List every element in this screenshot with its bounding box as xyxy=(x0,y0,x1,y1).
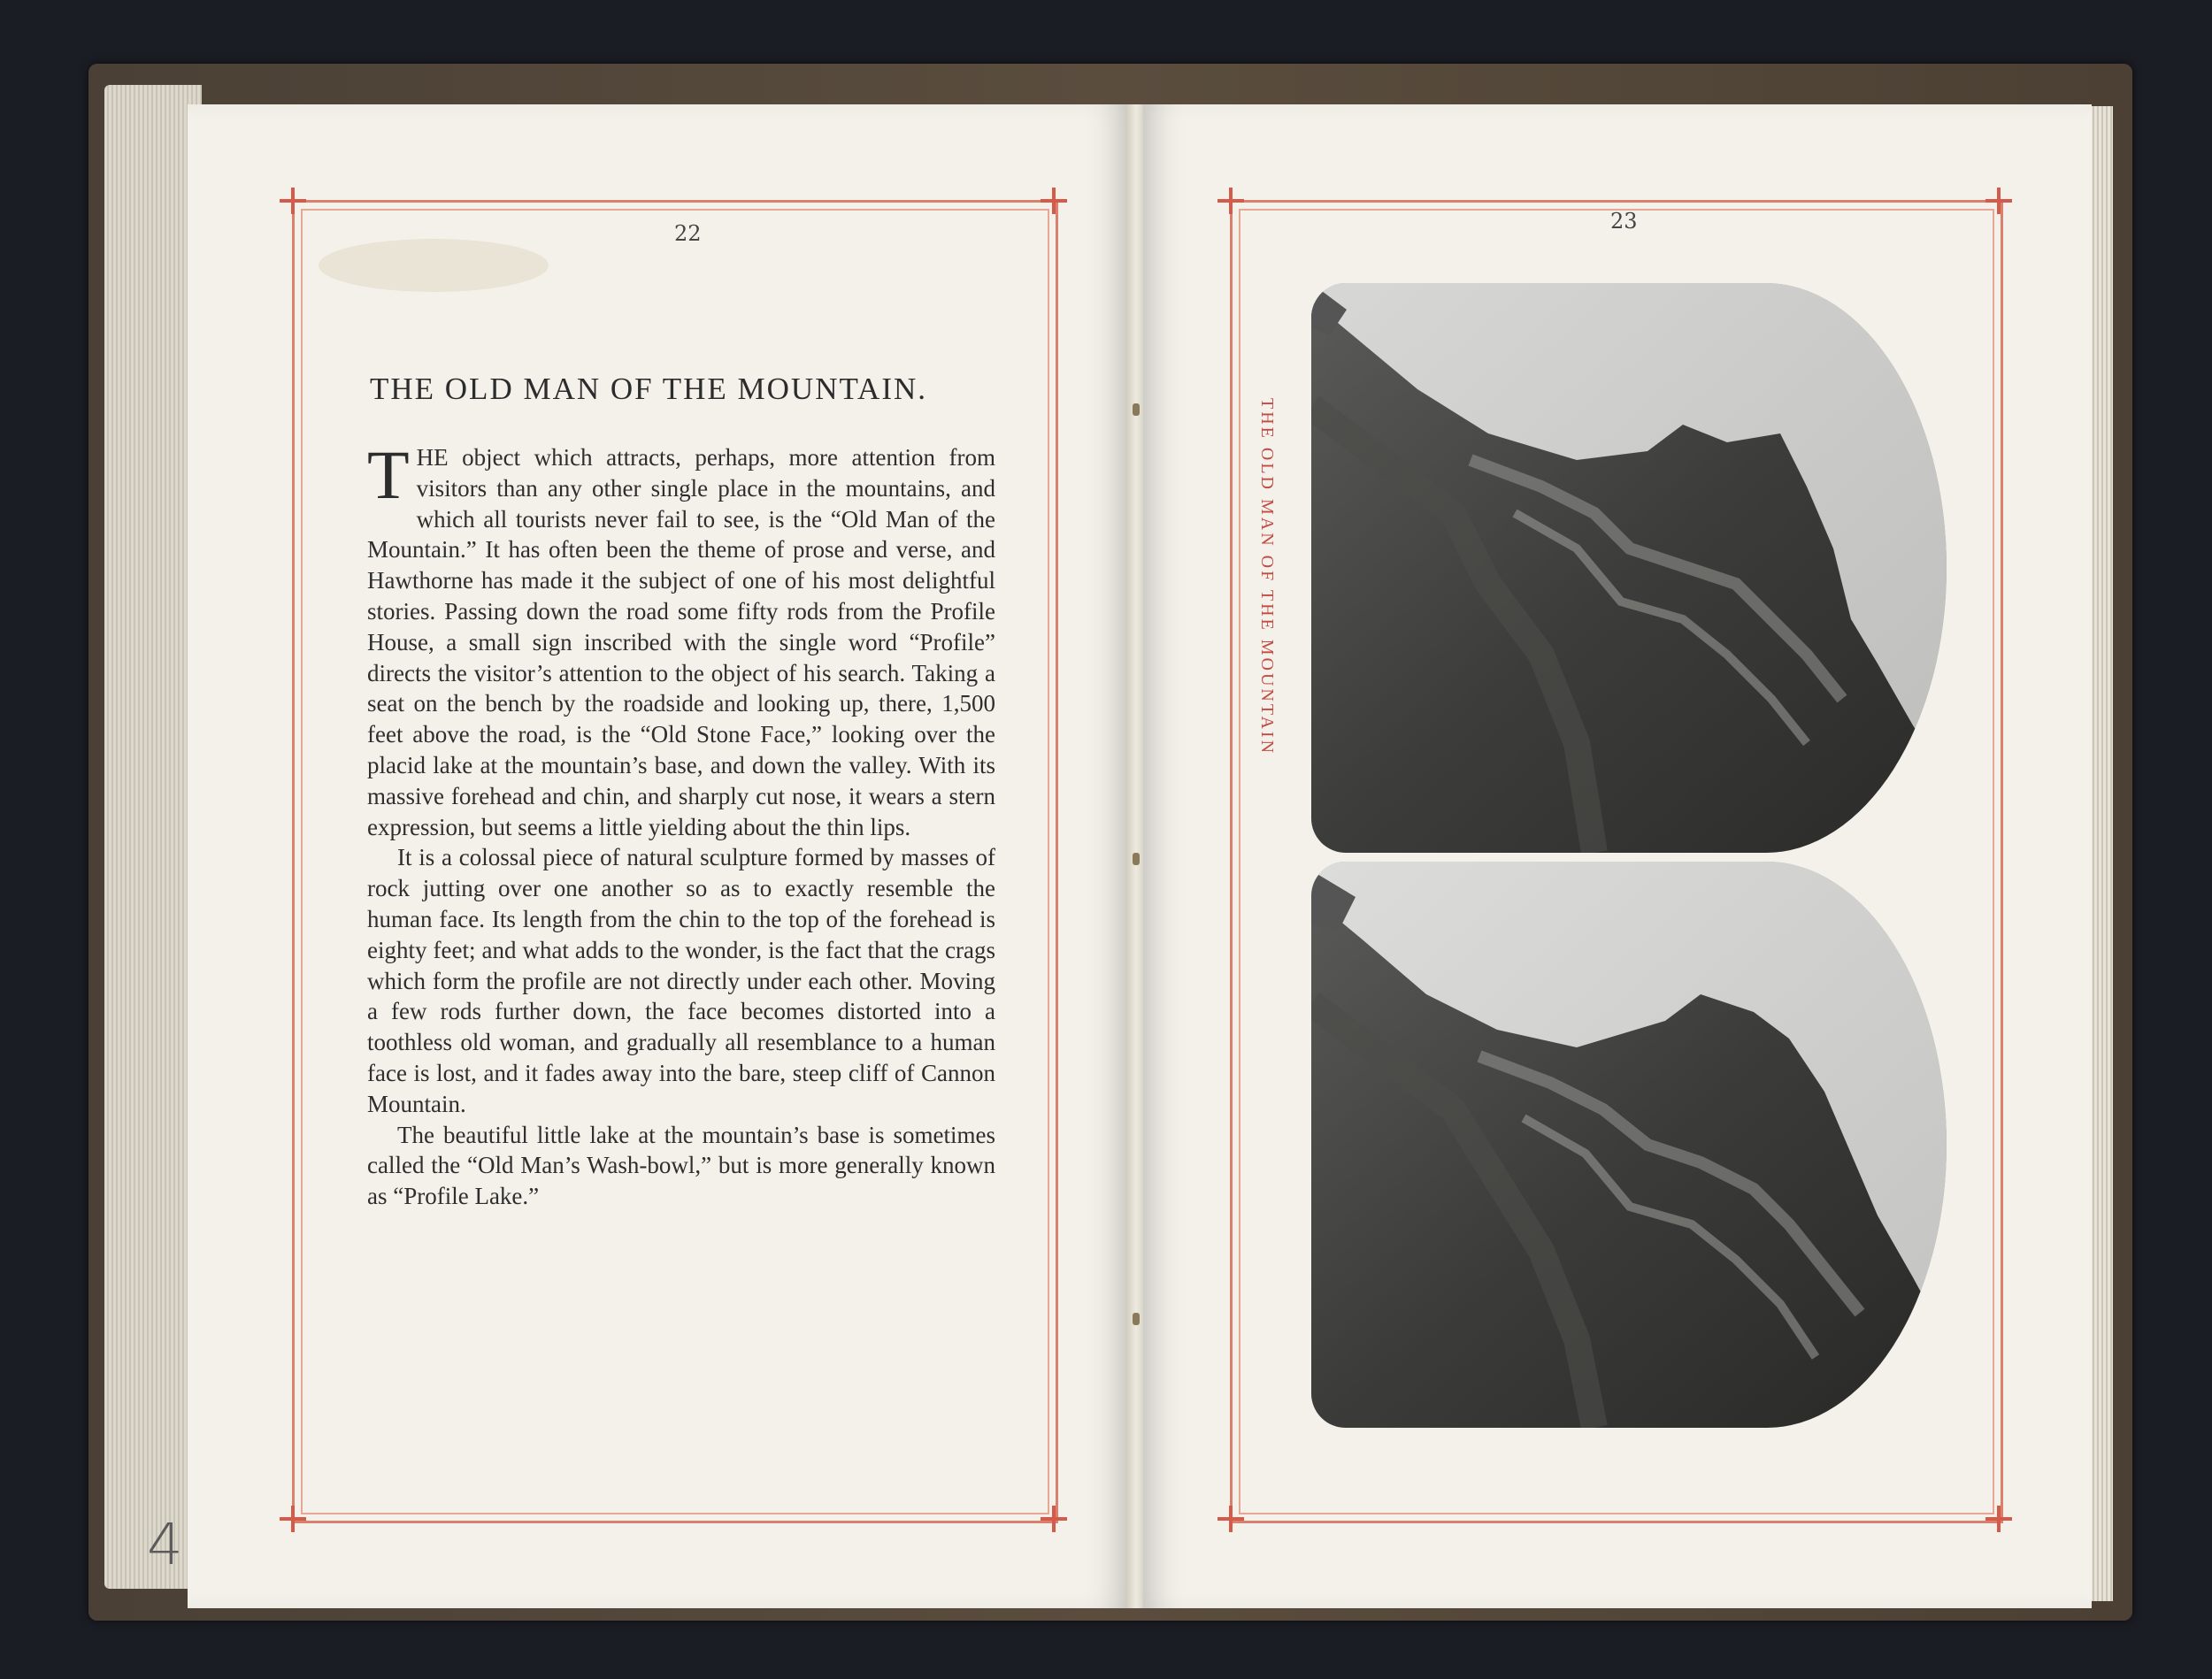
paragraph-1-text: HE object which attracts, perhaps, more attention from visitors than any other single place in the mountains, and which all tourists never fail to see, is the “Old Man of the Mountain.” It has often been the theme of prose and verse, and Hawthorne has made it the subject of one of his most delightful stories. Passing down the road some fifty rods from the Profile House, a small sign inscribed with the single word “Profile” directs the visitor’s attention to the object of his search. Taking a seat on the bench by the roadside and looking up, there, 1,500 feet above the road, is the “Old Stone Face,” looking over the placid lake at the mountain’s base, and down the valley. With its massive forehead and chin, and sharply cut nose, it wears a stern expression, but seems a little yielding about the thin lips. xyxy=(367,444,995,840)
right-page-edges xyxy=(2090,106,2113,1601)
corner-ornament-icon xyxy=(1217,1506,1244,1532)
corner-ornament-icon xyxy=(1041,188,1067,214)
cliff-photo-image xyxy=(1311,283,1947,853)
corner-ornament-icon xyxy=(280,188,306,214)
body-text xyxy=(367,436,995,1212)
stereo-photo-bottom xyxy=(1311,862,1947,1428)
paragraph-3: The beautiful little lake at the mountain’s base is sometimes called the “Old Man’s Wash-bowl,” but is more generally known as “Profile Lake.” xyxy=(367,1121,995,1210)
stereo-photo-top xyxy=(1311,283,1947,853)
corner-ornament-icon xyxy=(280,1506,306,1532)
corner-ornament-icon xyxy=(1985,1506,2012,1532)
binding-stitch xyxy=(1133,1313,1140,1325)
cliff-photo-image xyxy=(1311,862,1947,1428)
pencil-mark: 4 xyxy=(147,1513,183,1578)
paragraph-2: It is a colossal piece of natural sculpture formed by masses of rock jutting over one another so as to exactly resemble the human face. Its length from the chin to the top of the forehead is eighty feet; and what adds to the wonder, is the fact that the crags which form the profile are not directly under each other. Moving a few rods further down, the face becomes distorted into a toothless old woman, and gradually all resemblance to a human face is lost, and it fades away into the bare, steep cliff of Cannon Mountain. xyxy=(367,844,995,1117)
chapter-title: THE OLD MAN OF THE MOUNTAIN. xyxy=(370,372,928,406)
drop-cap: T xyxy=(367,436,410,513)
paragraph-1 xyxy=(367,436,995,842)
corner-ornament-icon xyxy=(1985,188,2012,214)
page-number-left: 22 xyxy=(674,221,702,246)
corner-ornament-icon xyxy=(1217,188,1244,214)
vertical-caption: THE OLD MAN OF THE MOUNTAIN xyxy=(1257,398,1277,756)
corner-ornament-icon xyxy=(1041,1506,1067,1532)
binding-stitch xyxy=(1133,853,1140,865)
page-number-right: 23 xyxy=(1610,209,1638,234)
binding-stitch xyxy=(1133,403,1140,416)
